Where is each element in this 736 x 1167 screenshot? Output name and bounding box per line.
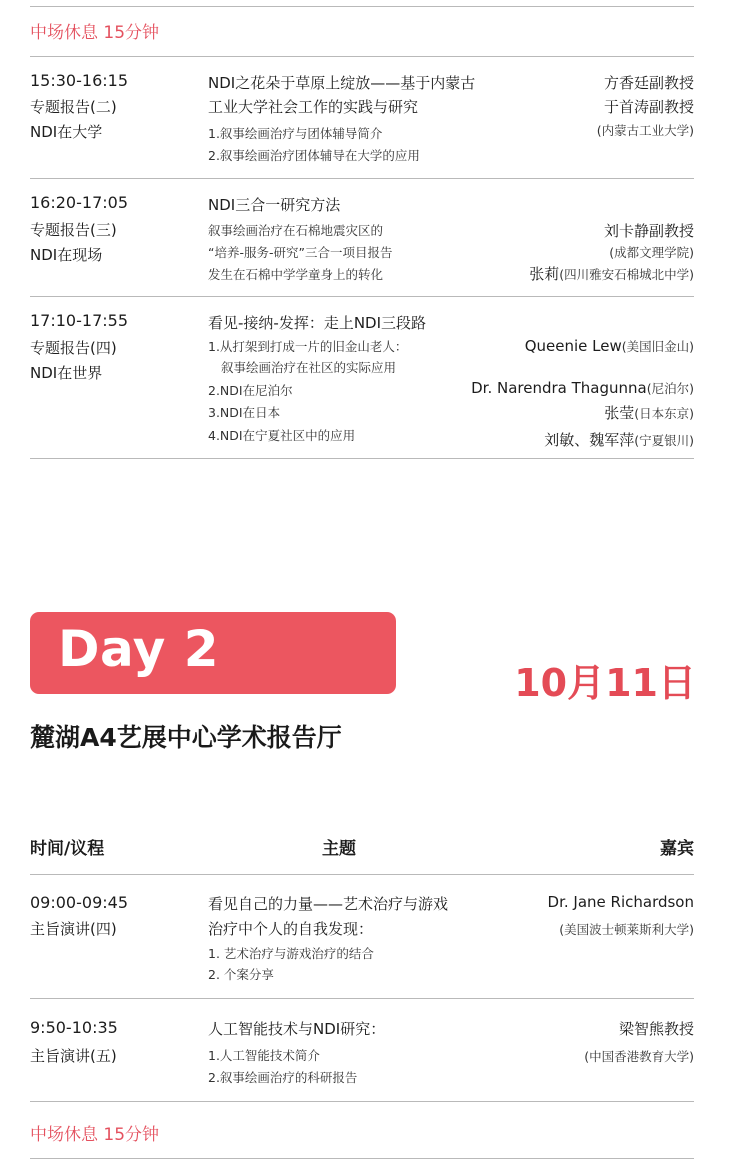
divider — [30, 178, 694, 179]
speaker-affiliation: (美国波士顿莱斯利大学) — [559, 922, 694, 937]
speaker-name: 刘敏、魏军萍 — [544, 431, 635, 449]
session-kind: 专题报告(二) — [30, 98, 117, 116]
session-time: 16:20-17:05 — [30, 193, 128, 212]
divider — [30, 6, 694, 7]
session-item: 1.叙事绘画治疗与团体辅导简介 — [208, 126, 383, 141]
divider — [30, 56, 694, 57]
header-time: 时间/议程 — [30, 839, 105, 859]
speaker-affiliation: (四川雅安石棉城北中学) — [559, 267, 694, 282]
header-guest: 嘉宾 — [660, 839, 694, 859]
break-label: 中场休息 15分钟 — [30, 1125, 160, 1145]
speaker-affiliation: (宁夏银川) — [634, 433, 694, 448]
session-item: “培养-服务-研究”三合一项目报告 — [208, 245, 393, 260]
session-title: 人工智能技术与NDI研究： — [208, 1020, 386, 1038]
divider — [30, 1101, 694, 1102]
divider — [30, 296, 694, 297]
session-kind: 主旨演讲(四) — [30, 920, 117, 938]
session-subkind: NDI在世界 — [30, 364, 103, 382]
header-topic: 主题 — [322, 839, 356, 859]
speaker-name: 刘卡静副教授 — [603, 222, 694, 240]
session-title: 工业大学社会工作的实践与研究 — [208, 98, 419, 116]
venue-title: 麓湖A4艺展中心学术报告厅 — [30, 723, 342, 752]
speaker-affiliation: (成都文理学院) — [609, 245, 694, 260]
session-item: 1.人工智能技术简介 — [208, 1048, 320, 1063]
divider — [30, 1158, 694, 1159]
speaker-entry — [471, 378, 694, 397]
session-item: 2.叙事绘画治疗团体辅导在大学的应用 — [208, 148, 420, 163]
speaker-name: 梁智熊教授 — [618, 1020, 694, 1038]
session-item: 4.NDI在宁夏社区中的应用 — [208, 428, 356, 443]
speaker-affiliation: (美国旧金山) — [621, 339, 694, 354]
session-item: 叙事绘画治疗在社区的实际应用 — [221, 360, 397, 375]
day-banner — [30, 612, 396, 694]
session-title: 治疗中个人的自我发现： — [208, 920, 374, 938]
session-time: 15:30-16:15 — [30, 71, 128, 90]
session-item: 叙事绘画治疗在石棉地震灾区的 — [208, 223, 384, 238]
speaker-name: Queenie Lew — [524, 337, 622, 355]
divider — [30, 458, 694, 459]
session-time: 17:10-17:55 — [30, 311, 128, 330]
session-kind: 专题报告(三) — [30, 221, 117, 239]
speaker-affiliation: (中国香港教育大学) — [584, 1049, 694, 1064]
session-title: 看见自己的力量——艺术治疗与游戏 — [208, 895, 449, 913]
session-time: 9:50-10:35 — [30, 1018, 118, 1037]
break-label: 中场休息 15分钟 — [30, 23, 160, 43]
speaker-name: 张莹 — [604, 404, 635, 422]
speaker-entry — [525, 336, 694, 355]
session-subkind: NDI在现场 — [30, 246, 103, 264]
session-kind: 主旨演讲(五) — [30, 1047, 117, 1065]
session-subkind: NDI在大学 — [30, 123, 103, 141]
speaker-entry — [544, 429, 694, 450]
day-date: 10月11日 — [514, 661, 696, 705]
session-kind: 专题报告(四) — [30, 339, 117, 357]
speaker-name: 张莉 — [529, 265, 560, 283]
session-item: 发生在石棉中学学童身上的转化 — [208, 267, 384, 282]
divider — [30, 998, 694, 999]
session-title: NDI之花朵于草原上绽放——基于内蒙古 — [208, 74, 476, 92]
speaker-name: 于首涛副教授 — [603, 98, 694, 116]
speaker-name: 方香廷副教授 — [603, 74, 694, 92]
session-item: 3.NDI在日本 — [208, 405, 281, 420]
speaker-affiliation: (内蒙古工业大学) — [596, 123, 694, 138]
speaker-affiliation: (尼泊尔) — [646, 381, 694, 396]
session-item: 1.从打架到打成一片的旧金山老人： — [208, 339, 408, 354]
speaker-name: Dr. Narendra Thagunna — [471, 379, 647, 397]
session-item: 2.NDI在尼泊尔 — [208, 383, 293, 398]
session-title: 看见-接纳-发挥：走上NDI三段路 — [208, 314, 427, 332]
session-item: 1. 艺术治疗与游戏治疗的结合 — [208, 946, 374, 961]
speaker-name: Dr. Jane Richardson — [547, 893, 694, 911]
session-item: 2. 个案分享 — [208, 967, 274, 982]
day-label: Day 2 — [58, 620, 219, 678]
speaker-affiliation: (日本东京) — [634, 406, 694, 421]
session-item: 2.叙事绘画治疗的科研报告 — [208, 1070, 358, 1085]
session-time: 09:00-09:45 — [30, 893, 128, 912]
divider — [30, 874, 694, 875]
speaker-entry — [604, 402, 694, 423]
speaker-entry — [529, 263, 694, 284]
session-title: NDI三合一研究方法 — [208, 196, 341, 214]
